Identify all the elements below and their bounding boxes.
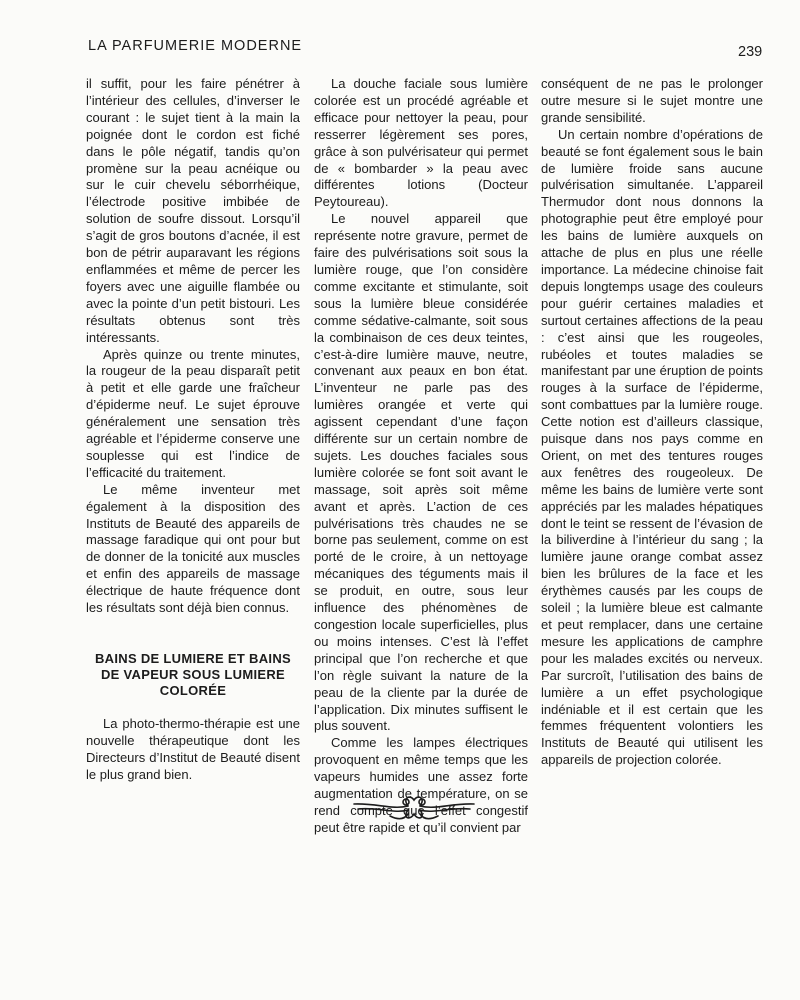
text-column-2	[314, 76, 528, 837]
paragraph: Le même inventeur met également à la disposition des Instituts de Beauté des appareils de massage faradique qui ont pour but de donner de la tonicité aux muscles et enfin des appareils de massage électrique de haute fréquence dont les résultats sont déjà bien connus.	[86, 481, 300, 616]
text-column-1	[86, 76, 300, 784]
page-number: 239	[738, 44, 763, 60]
paragraph: La douche faciale sous lumière colorée est un procédé agréable et efficace pour nettoyer la peau, pour resserrer légèrement ses pores, grâce à son pulvérisateur qui permet de « bombarder » la peau avec différentes lotions (Docteur Peytoureau).	[314, 76, 528, 210]
text-column-3	[541, 76, 763, 769]
paragraph: Comme les lampes électriques provoquent en même temps que les vapeurs humides une assez forte augmentation de température, on se rend compte que l’effet congestif peut être rapide et qu’il convient par	[314, 735, 528, 835]
paragraph: Le nouvel appareil que représente notre gravure, permet de faire des pulvérisations soit sous la lumière rouge, que l’on considère comme excitante et stimulante, soit sous la lumière bleue considérée comme sédative-calmante, soit sous la combinaison de ces deux teintes, c’est-à-dire lumière mauve, neutre, convenant aux peaux en bon état. L’inventeur ne parle pas des lumières orangée et verte qui agissent cependant d’une façon différente sur un certain nombre de sujets. Les douches faciales sous lumière colorée se font soit avant le massage, soit après soit même avant et après. L’action de ces pulvérisations très chaudes ne se borne pas seulement, comme on est porté de le croire, à un nettoyage mécaniques des téguments mais il se produit, en outre, sous leur influence des phénomènes de congestion locale superficielles, plus ou moins intenses. C’est là l’effet principal que l’on recherche et que l’on règle suivant la nature de la peau de la cliente par la durée de l’application. Dix minutes suffisent le plus souvent.	[314, 211, 528, 734]
paragraph: Après quinze ou trente minutes, la rougeur de la peau disparaît petit à petit et elle garde une fraîcheur d’épiderme neuf. Le sujet éprouve généralement une sensation très agréable et l’épiderme conserve une souplesse qui est l’indice de l’efficacité du traitement.	[86, 346, 300, 480]
paragraph: il suffit, pour les faire pénétrer à l’intérieur des cellules, d’inverser le courant : le sujet tient à la main la poignée dont le cordon est fiché dans le pôle négatif, tandis qu’on promène sur la peau acnéique ou sur le cuir chevelu séborrhéique, l’électrode positive imbibée de solution de soufre dissout. Lorsqu’il s’agit de gros boutons d’acnée, il est bon de pétrir auparavant les régions enflammées et même de percer les foyers avec une aiguille flambée ou avec la pointe d’un petit bistouri. Les résultats obtenus sont très intéressants.	[86, 76, 300, 345]
running-header-title: LA PARFUMERIE MODERNE	[88, 38, 303, 54]
paragraph: conséquent de ne pas le prolonger outre mesure si le sujet montre une grande sensibilité.	[541, 76, 763, 125]
paragraph: Un certain nombre d’opérations de beauté se font également sous le bain de lumière froide sans aucune pulvérisation simultanée. L’appareil Thermudor dont nous donnons la photographie peut être employé pour les bains de lumière auxquels on attache de plus en plus une réelle importance. La médecine chinoise fait depuis longtemps usage des couleurs pour guérir certaines maladies et surtout certaines affections de la peau : c’est ainsi que les rougeoles, rubéoles et toutes maladies se manifestant par une éruption de points rouges à la surface de l’épiderme, sont combattues par la lumière rouge. Cette notion est d’ailleurs classique, puisque dans nos pays comme en Orient, on met des tentures rouges aux fenêtres des rougeoleux. De même les bains de lumière verte sont appréciés par les malades hépatiques dont le teint se ressent de l’évasion de la biliverdine à l’intérieur du sang ; la lumière jaune orange combat assez bien les brûlures de la face et les érythèmes causés par les coups de soleil ; la lumière bleue est calmante et peut remplacer, dans une certaine mesure les applications de camphre pour les malades excités ou nerveux. Par surcroît, l’utilisation des bains de lumière a un effet psychologique indéniable et il est certain que les femmes fréquentent volontiers les Instituts de Beauté qui utilisent les appareils de projection colorée.	[541, 126, 763, 768]
decorative-scroll-ornament-icon	[352, 790, 476, 824]
section-heading: BAINS DE LUMIERE ET BAINS DE VAPEUR SOUS LUMIERE COLORÉE	[94, 651, 291, 698]
paragraph: La photo-thermo-thérapie est une nouvelle thérapeutique dont les Directeurs d’Institut de Beauté disent le plus grand bien.	[86, 716, 300, 782]
